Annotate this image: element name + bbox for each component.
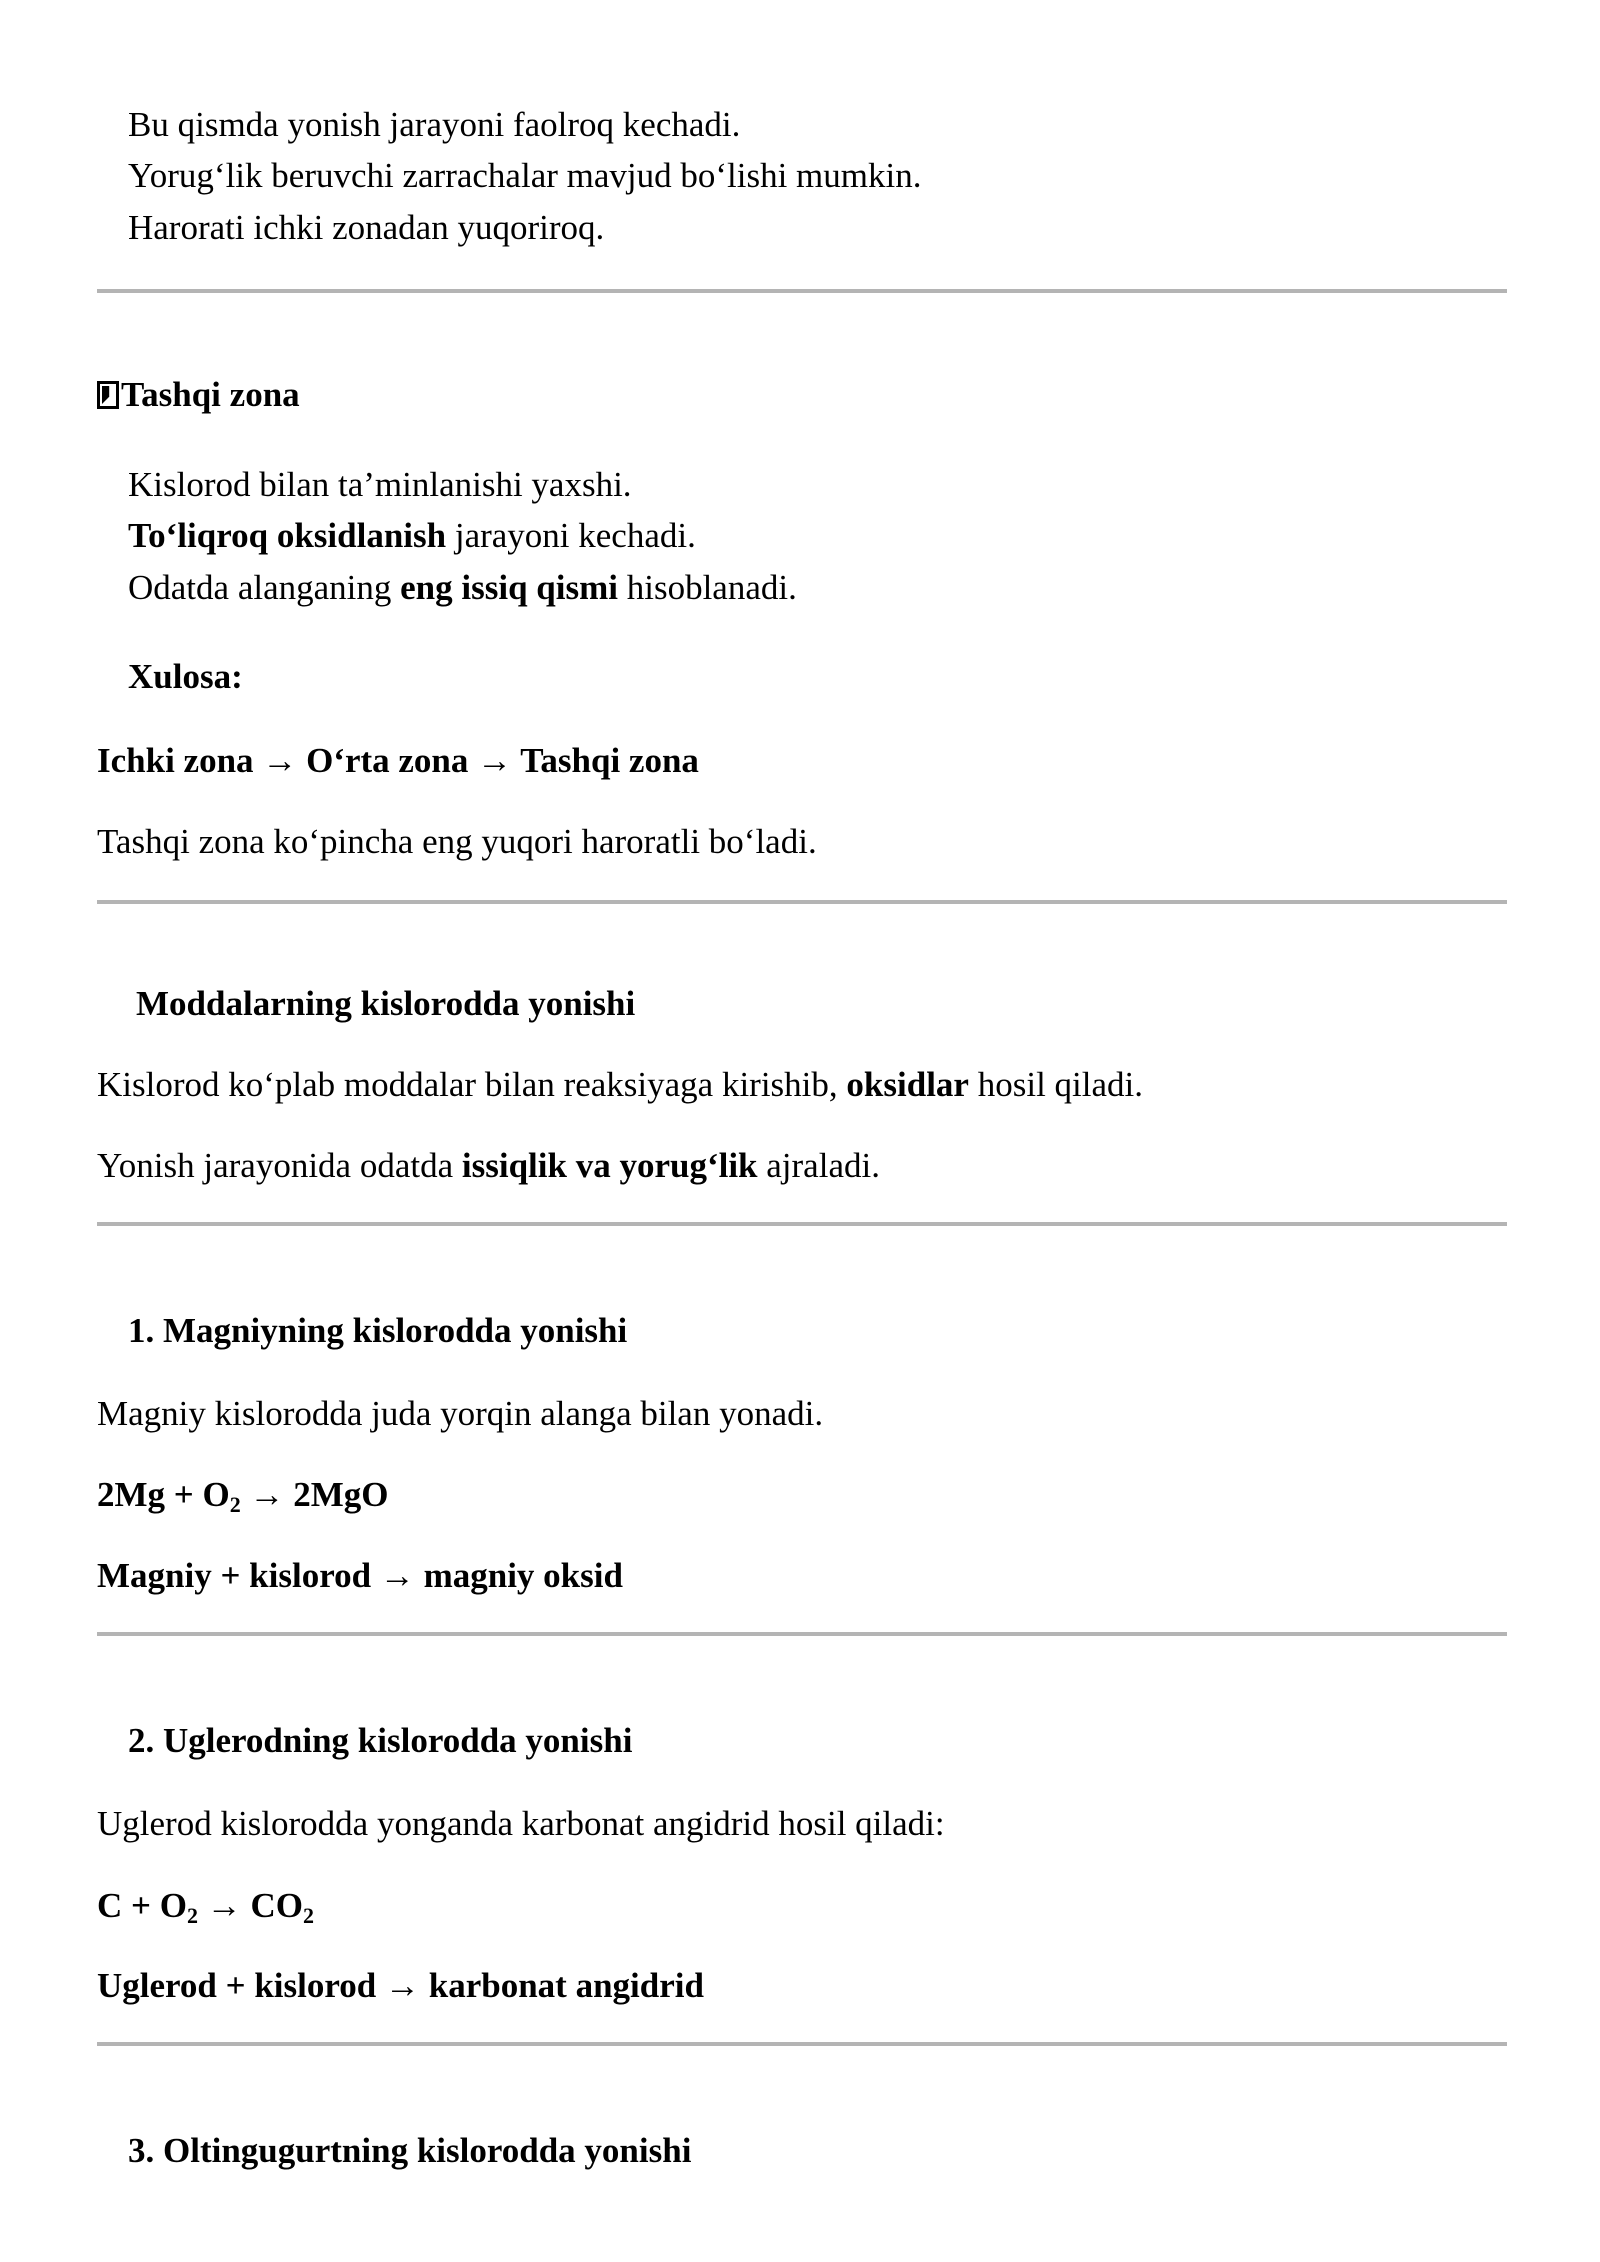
- equation-reactants: Magniy + kislorod: [97, 1556, 372, 1595]
- word-equation: [97, 1556, 623, 1596]
- emphasis-text: oksidlar: [846, 1065, 969, 1104]
- zone-sequence: [97, 741, 699, 781]
- chemical-equation: [97, 1886, 314, 1926]
- list-item-text: Bu qismda yonish jarayoni faolroq kechadi.: [128, 105, 741, 144]
- list-item-text: Harorati ichki zonadan yuqoriroq.: [128, 208, 605, 247]
- emphasis-text: issiqlik va yorug‘lik: [461, 1146, 758, 1185]
- section-heading-text: 2. Uglerodning kislorodda yonishi: [128, 1721, 633, 1760]
- list-item: [97, 568, 797, 608]
- keycap-number-icon: [97, 381, 119, 409]
- arrow-icon: →: [379, 1556, 415, 1595]
- subscript: 2: [229, 1492, 241, 1517]
- arrow-icon: →: [206, 1886, 242, 1925]
- list-item-text: Odatda alanganing: [128, 568, 401, 607]
- section-heading-uglerod: [97, 1721, 632, 1761]
- section-heading-moddalar: Moddalarning kislorodda yonishi: [136, 984, 636, 1023]
- section-heading-text: 3. Oltingugurtning kislorodda yonishi: [128, 2131, 692, 2170]
- equation-reactants: 2Mg + O: [97, 1475, 230, 1514]
- equation-reactants: C + O: [97, 1886, 187, 1925]
- section-heading-tashqi-zona: [97, 375, 300, 415]
- divider: [97, 1632, 1507, 1636]
- list-item: [97, 208, 604, 248]
- list-item: [97, 465, 632, 505]
- section-heading-text: 1. Magniyning kislorodda yonishi: [128, 1311, 628, 1350]
- list-item: [97, 156, 921, 196]
- section-heading-text: Tashqi zona: [121, 375, 300, 414]
- list-item: [97, 516, 696, 556]
- zone-name: Ichki zona: [97, 741, 254, 780]
- equation-product: magniy oksid: [423, 1556, 623, 1595]
- list-item: [97, 105, 740, 145]
- arrow-icon: →: [477, 741, 513, 780]
- paragraph: Magniy kislorodda juda yorqin alanga bilan yonadi.: [97, 1394, 824, 1433]
- paragraph-text: hosil qiladi.: [968, 1065, 1143, 1104]
- arrow-icon: →: [262, 741, 298, 780]
- emphasis-text: To‘liqroq oksidlanish: [128, 516, 447, 555]
- paragraph-text: Yonish jarayonida odatda: [97, 1146, 462, 1185]
- zone-name: O‘rta zona: [306, 741, 469, 780]
- chemical-equation: [97, 1475, 388, 1515]
- equation-reactants: Uglerod + kislorod: [97, 1966, 377, 2005]
- conclusion-text: Tashqi zona ko‘pincha eng yuqori haroratli bo‘ladi.: [97, 822, 817, 861]
- equation-product: karbonat angidrid: [428, 1966, 704, 2005]
- conclusion-heading: [97, 657, 243, 697]
- list-item-text: hisoblanadi.: [617, 568, 797, 607]
- paragraph-text: ajraladi.: [757, 1146, 880, 1185]
- divider: [97, 1222, 1507, 1226]
- list-item-text: Kislorod bilan ta’minlanishi yaxshi.: [128, 465, 632, 504]
- section-heading-oltingugurt: [97, 2131, 691, 2171]
- divider: [97, 900, 1507, 904]
- list-item-text: jarayoni kechadi.: [446, 516, 696, 555]
- divider: [97, 289, 1507, 293]
- arrow-icon: →: [385, 1966, 420, 2005]
- paragraph: [97, 1065, 1143, 1105]
- paragraph: Uglerod kislorodda yonganda karbonat angidrid hosil qiladi:: [97, 1804, 945, 1843]
- subscript: 2: [186, 1903, 198, 1928]
- subscript: 2: [302, 1903, 314, 1928]
- conclusion-label: Xulosa:: [128, 657, 243, 696]
- equation-product: CO: [250, 1886, 303, 1925]
- arrow-icon: →: [249, 1475, 285, 1514]
- section-heading-magniy: [97, 1311, 627, 1351]
- divider: [97, 2042, 1507, 2046]
- emphasis-text: eng issiq qismi: [400, 568, 618, 607]
- list-item-text: Yorug‘lik beruvchi zarrachalar mavjud bo‘lishi mumkin.: [128, 156, 922, 195]
- paragraph: [97, 1146, 880, 1186]
- equation-product: 2MgO: [293, 1475, 389, 1514]
- word-equation: [97, 1966, 704, 2006]
- zone-name: Tashqi zona: [520, 741, 699, 780]
- paragraph-text: Kislorod ko‘plab moddalar bilan reaksiyaga kirishib,: [97, 1065, 847, 1104]
